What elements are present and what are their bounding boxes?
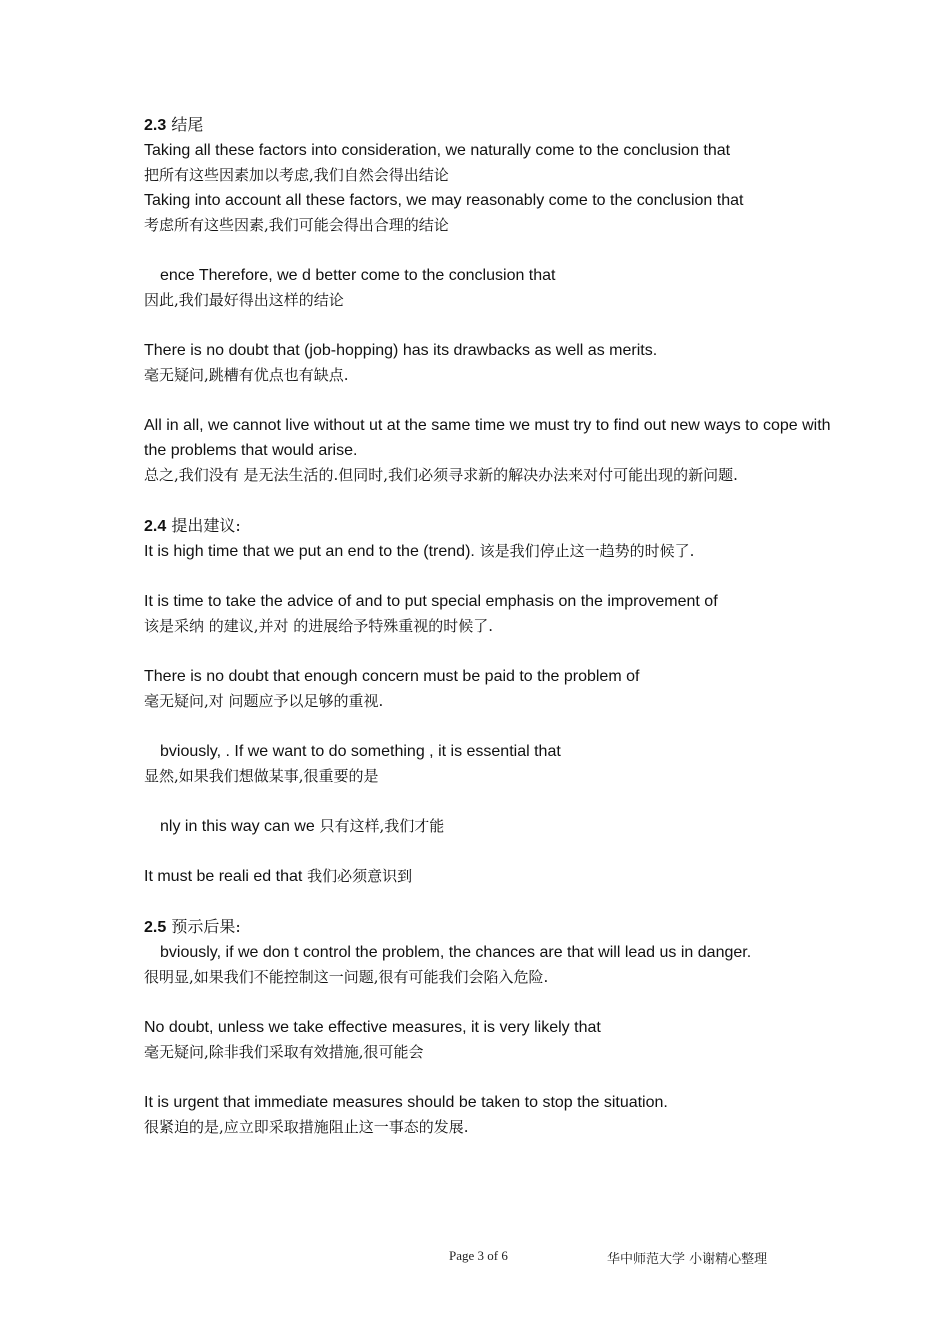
chinese-translation: 总之,我们没有 是无法生活的.但同时,我们必须寻求新的解决办法来对付可能出现的新问题. <box>144 466 738 484</box>
blank-line <box>144 789 834 814</box>
section-title: 结尾 <box>166 115 204 134</box>
english-phrase: It is time to take the advice of and to put special emphasis on the improvement of <box>144 593 718 610</box>
english-phrase: Taking into account all these factors, we may reasonably come to the conclusion that <box>144 192 744 209</box>
english-phrase: All in all, we cannot live without ut at the same time we must try to find out new ways to cope with the problems that would arise. <box>144 417 831 459</box>
chinese-translation: 考虑所有这些因素,我们可能会得出合理的结论 <box>144 216 449 234</box>
blank-line <box>144 564 834 589</box>
chinese-translation: 我们必须意识到 <box>302 867 413 885</box>
chinese-translation: 把所有这些因素加以考虑,我们自然会得出结论 <box>144 166 449 184</box>
english-phrase: There is no doubt that (job-hopping) has its drawbacks as well as merits. <box>144 342 658 359</box>
english-phrase: nly in this way can we <box>160 818 315 835</box>
blank-line <box>144 839 834 864</box>
blank-line <box>144 714 834 739</box>
page-number: Page 3 of 6 <box>449 1248 508 1263</box>
mixed-line <box>144 539 834 564</box>
section-title: 提出建议: <box>166 516 241 535</box>
english-phrase: ence Therefore, we d better come to the conclusion that <box>160 267 556 284</box>
blank-line <box>144 313 834 338</box>
chinese-translation: 很紧迫的是,应立即采取措施阻止这一事态的发展. <box>144 1118 469 1136</box>
chinese-translation: 显然,如果我们想做某事,很重要的是 <box>144 767 379 785</box>
chinese-translation: 只有这样,我们才能 <box>314 817 445 835</box>
blank-line <box>144 639 834 664</box>
english-phrase: No doubt, unless we take effective measures, it is very likely that <box>144 1019 601 1036</box>
english-phrase: bviously, . If we want to do something , it is essential that <box>160 743 561 760</box>
blank-line <box>144 388 834 413</box>
section-heading <box>144 112 834 138</box>
chinese-translation: 毫无疑问,除非我们采取有效措施,很可能会 <box>144 1043 424 1061</box>
english-phrase: There is no doubt that enough concern must be paid to the problem of <box>144 668 640 685</box>
english-phrase: It is high time that we put an end to the (trend). <box>144 543 475 560</box>
section-number: 2.5 <box>144 919 167 936</box>
mixed-line <box>144 864 834 889</box>
chinese-translation: 毫无疑问,对 问题应予以足够的重视. <box>144 692 384 710</box>
english-phrase: bviously, if we don t control the problem, the chances are that will lead us in danger. <box>160 944 752 961</box>
chinese-translation: 因此,我们最好得出这样的结论 <box>144 291 344 309</box>
section-heading <box>144 914 834 940</box>
chinese-translation: 该是我们停止这一趋势的时候了. <box>474 542 695 560</box>
mixed-line <box>144 814 834 839</box>
blank-line <box>144 238 834 263</box>
section-number: 2.3 <box>144 117 167 134</box>
english-phrase: It is urgent that immediate measures should be taken to stop the situation. <box>144 1094 668 1111</box>
english-phrase: It must be reali ed that <box>144 868 303 885</box>
page-footer <box>0 1248 950 1268</box>
blank-line <box>144 990 834 1015</box>
blank-line <box>144 488 834 513</box>
section-number: 2.4 <box>144 518 167 535</box>
document-body <box>144 112 834 1140</box>
section-title: 预示后果: <box>166 917 241 936</box>
blank-line <box>144 1065 834 1090</box>
chinese-translation: 该是采纳 的建议,并对 的进展给予特殊重视的时候了. <box>144 617 494 635</box>
footer-credit: 华中师范大学 小谢精心整理 <box>607 1252 768 1267</box>
blank-line <box>144 889 834 914</box>
chinese-translation: 毫无疑问,跳槽有优点也有缺点. <box>144 366 349 384</box>
section-heading <box>144 513 834 539</box>
english-phrase: Taking all these factors into consideration, we naturally come to the conclusion that <box>144 142 731 159</box>
chinese-translation: 很明显,如果我们不能控制这一问题,很有可能我们会陷入危险. <box>144 968 549 986</box>
